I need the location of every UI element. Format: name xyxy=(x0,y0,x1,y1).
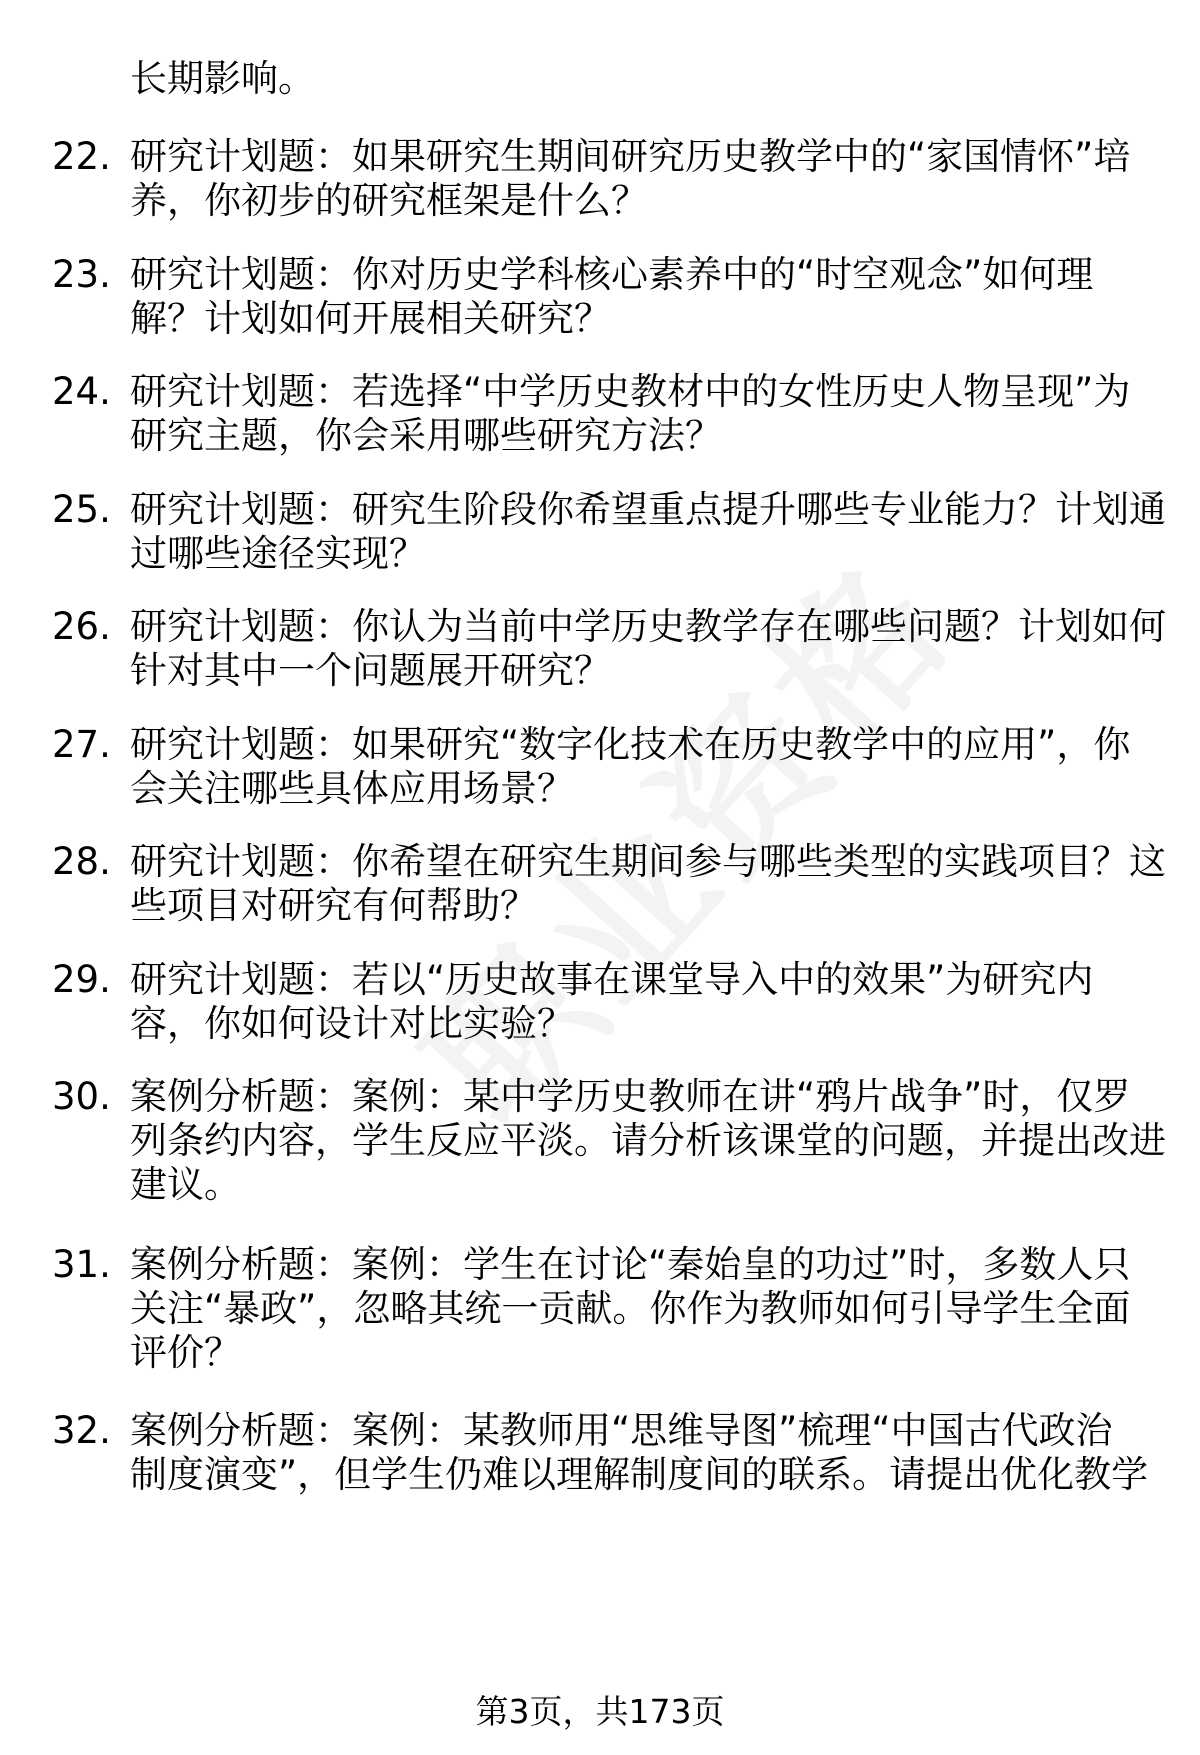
continuation-text: 长期影响。 xyxy=(130,57,315,100)
question-number: 24. xyxy=(52,370,111,413)
question-text-line: 案例分析题：案例：某教师用“思维导图”梳理“中国古代政治 xyxy=(130,1409,1113,1452)
question-number: 32. xyxy=(52,1409,111,1452)
question-text-line: 列条约内容，学生反应平淡。请分析该课堂的问题，并提出改进 xyxy=(130,1119,1166,1162)
question-text-line: 研究主题，你会采用哪些研究方法？ xyxy=(130,414,722,457)
question-number: 23. xyxy=(52,253,111,296)
page-footer: 第3页，共173页 xyxy=(475,1692,725,1731)
question-text-line: 案例分析题：案例：学生在讨论“秦始皇的功过”时，多数人只 xyxy=(130,1243,1131,1286)
question-number: 26. xyxy=(52,605,111,648)
question-text-line: 研究计划题：你认为当前中学历史教学存在哪些问题？计划如何 xyxy=(130,605,1166,648)
question-number: 30. xyxy=(52,1075,111,1118)
question-text-line: 些项目对研究有何帮助？ xyxy=(130,884,537,927)
question-text-line: 会关注哪些具体应用场景？ xyxy=(130,767,574,810)
question-number: 29. xyxy=(52,958,111,1001)
question-text-line: 研究计划题：如果研究生期间研究历史教学中的“家国情怀”培 xyxy=(130,135,1131,178)
question-text-line: 建议。 xyxy=(130,1163,241,1206)
question-text-line: 过哪些途径实现？ xyxy=(130,532,426,575)
question-text-line: 研究计划题：如果研究“数字化技术在历史教学中的应用”，你 xyxy=(130,723,1131,766)
question-text-line: 研究计划题：若以“历史故事在课堂导入中的效果”为研究内 xyxy=(130,958,1094,1001)
question-number: 28. xyxy=(52,840,111,883)
question-text-line: 研究计划题：你希望在研究生期间参与哪些类型的实践项目？这 xyxy=(130,840,1166,883)
question-text-line: 容，你如何设计对比实验？ xyxy=(130,1002,574,1045)
question-text-line: 案例分析题：案例：某中学历史教师在讲“鸦片战争”时，仅罗 xyxy=(130,1075,1131,1118)
question-text-line: 针对其中一个问题展开研究？ xyxy=(130,649,611,692)
question-text-line: 研究计划题：若选择“中学历史教材中的女性历史人物呈现”为 xyxy=(130,370,1131,413)
question-text-line: 关注“暴政”，忽略其统一贡献。你作为教师如何引导学生全面 xyxy=(130,1287,1131,1330)
question-number: 22. xyxy=(52,135,111,178)
question-number: 31. xyxy=(52,1243,111,1286)
question-text-line: 养，你初步的研究框架是什么？ xyxy=(130,179,648,222)
question-text-line: 制度演变”，但学生仍难以理解制度间的联系。请提出优化教学 xyxy=(130,1453,1149,1496)
question-text-line: 研究计划题：你对历史学科核心素养中的“时空观念”如何理 xyxy=(130,253,1094,296)
question-text-line: 研究计划题：研究生阶段你希望重点提升哪些专业能力？计划通 xyxy=(130,488,1166,531)
question-number: 27. xyxy=(52,723,111,766)
question-text-line: 评价？ xyxy=(130,1331,241,1374)
question-number: 25. xyxy=(52,488,111,531)
question-text-line: 解？计划如何开展相关研究？ xyxy=(130,297,611,340)
